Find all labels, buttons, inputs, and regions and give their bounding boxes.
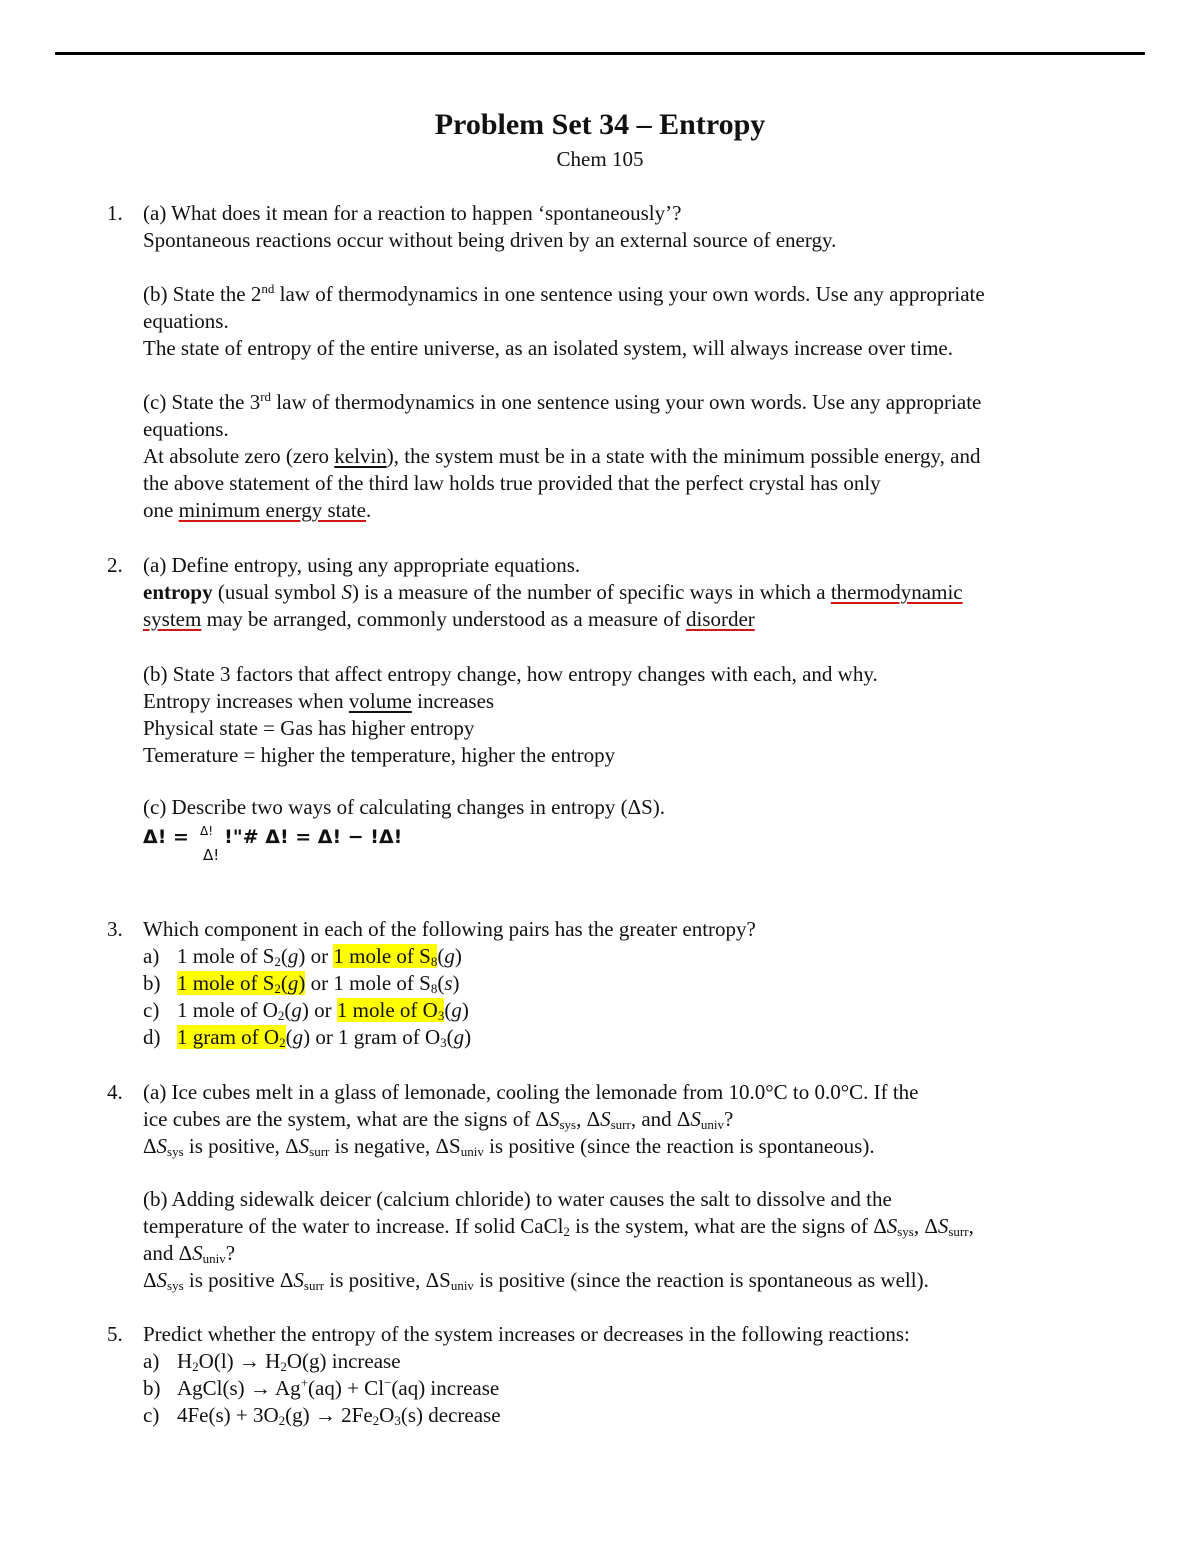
q4-b-question-line3: and $\Delta S_{univ}$? — [143, 1241, 236, 1266]
q4-b-question-line1: (b) Adding sidewalk deicer (calcium chloride) to water causes the salt to dissolve and the — [143, 1187, 892, 1211]
equation-denominator: Δ! — [203, 846, 220, 864]
q3-item-a: 1 mole of $S_2(g)$ or 1 mole of $S_8(g)$ — [177, 944, 462, 969]
q1-c-question-cont: equations. — [143, 417, 229, 441]
q2-b-answer-line2: Physical state = Gas has higher entropy — [143, 716, 475, 740]
q1-b-question: (b) State the 2nd law of thermodynamics in one sentence using your own words. Use any appropriate — [143, 281, 985, 306]
q3-item-letter-a: a) — [143, 944, 160, 968]
q1-a-answer: Spontaneous reactions occur without being driven by an external source of energy. — [143, 228, 837, 252]
highlight-answer: 1 mole of $S_8$ — [333, 944, 438, 969]
minimum-energy-state-link[interactable]: minimum energy state — [178, 498, 366, 522]
q2-a-answer-line2: system may be arranged, commonly understood as a measure of disorder — [143, 607, 755, 631]
q1-c-answer-line3: one minimum energy state. — [143, 498, 372, 522]
kelvin-link[interactable]: kelvin — [334, 444, 387, 468]
q3-question: Which component in each of the following pairs has the greater entropy? — [143, 917, 756, 941]
q1-c-question: (c) State the 3rd law of thermodynamics in one sentence using your own words. Use any appropriate — [143, 389, 982, 414]
q4-b-question-line2: temperature of the water to increase. If solid CaCl$_2$ is the system, what are the signs of $\Delta S_{sys}$, $\Delta S_{surr}$, — [143, 1214, 974, 1239]
q2-a-answer-line1: entropy (usual symbol S) is a measure of the number of specific ways in which a thermodynamic — [143, 580, 963, 604]
q1-a-question: (a) What does it mean for a reaction to happen ‘spontaneously’? — [143, 201, 682, 225]
q2-b-answer-line1: Entropy increases when volume increases — [143, 689, 495, 713]
question-number-4: 4. — [107, 1080, 123, 1104]
q4-a-question-line2: ice cubes are the system, what are the signs of $\Delta S_{sys}$, $\Delta S_{surr}$, and $\Delta S_{univ}$? — [143, 1107, 734, 1132]
q5-item-b: AgCl(s) → Ag+(aq) + Cl−(aq) increase — [177, 1375, 500, 1400]
q4-a-answer: $\Delta S_{sys}$ is positive, $\Delta S_{surr}$ is negative, $\Delta S_{univ}$ is positive (since the reaction is spontaneous). — [143, 1134, 875, 1159]
q5-item-a: $H_2O(l) \to H_2O(g)$ increase — [177, 1349, 401, 1374]
top-rule — [55, 52, 1145, 55]
q1-b-answer: The state of entropy of the entire universe, as an isolated system, will always increase over time. — [143, 336, 953, 360]
q4-a-question-line1: (a) Ice cubes melt in a glass of lemonade, cooling the lemonade from 10.0°C to 0.0°C. If the — [143, 1080, 919, 1104]
q2-a-question: (a) Define entropy, using any appropriate equations. — [143, 553, 581, 577]
q1-b-question-cont: equations. — [143, 309, 229, 333]
volume-link[interactable]: volume — [348, 689, 412, 713]
q5-question: Predict whether the entropy of the system increases or decreases in the following reactions: — [143, 1322, 910, 1346]
highlight-answer: 1 mole of $S_2(g)$ — [177, 971, 306, 996]
q2-b-answer-line3: Temerature = higher the temperature, higher the entropy — [143, 743, 616, 767]
q4-b-answer: $\Delta S_{sys}$ is positive $\Delta S_{surr}$ is positive, $\Delta S_{univ}$ is positive (since the reaction is spontaneous as well). — [143, 1268, 929, 1293]
q5-item-letter-b: b) — [143, 1376, 161, 1400]
highlight-answer: 1 mole of $O_3$ — [336, 998, 445, 1023]
page-title: Problem Set 34 – Entropy — [434, 108, 766, 141]
q3-item-letter-d: d) — [143, 1025, 161, 1049]
q5-item-letter-a: a) — [143, 1349, 160, 1373]
question-number-5: 5. — [107, 1322, 123, 1346]
page-subtitle: Chem 105 — [556, 147, 644, 171]
q3-item-letter-b: b) — [143, 971, 161, 995]
q3-item-c: 1 mole of $O_2(g)$ or 1 mole of $O_3(g)$ — [177, 998, 469, 1023]
q1-c-answer-line1: At absolute zero (zero kelvin), the system must be in a state with the minimum possible energy, and — [143, 444, 981, 468]
q3-item-letter-c: c) — [143, 998, 160, 1022]
highlight-answer: 1 gram of $O_2$ — [177, 1025, 286, 1050]
question-number-3: 3. — [107, 917, 123, 941]
q5-item-c: $4Fe(s) + 3O_2(g) \to 2Fe_2O_3(s)$ decrease — [177, 1403, 501, 1428]
question-number-1: 1. — [107, 201, 123, 225]
q3-item-b: 1 mole of $S_2(g)$ or 1 mole of $S_8(s)$ — [177, 971, 460, 996]
q3-item-d: 1 gram of $O_2(g)$ or 1 gram of $O_3(g)$ — [177, 1025, 472, 1050]
thermodynamic-link[interactable]: thermodynamic — [830, 580, 963, 604]
q5-item-letter-c: c) — [143, 1403, 160, 1427]
disorder-link[interactable]: disorder — [685, 607, 755, 631]
equation-numerator: Δ! — [200, 824, 214, 838]
question-number-2: 2. — [107, 553, 123, 577]
system-link[interactable]: system — [143, 607, 202, 631]
q2-c-question: (c) Describe two ways of calculating changes in entropy (ΔS). — [143, 795, 665, 819]
q2-b-question: (b) State 3 factors that affect entropy change, how entropy changes with each, and why. — [143, 662, 878, 686]
entropy-equation: Δ! = !"# Δ! = Δ! − !Δ! — [143, 826, 403, 848]
q1-c-answer-line2: the above statement of the third law holds true provided that the perfect crystal has only — [143, 471, 881, 495]
